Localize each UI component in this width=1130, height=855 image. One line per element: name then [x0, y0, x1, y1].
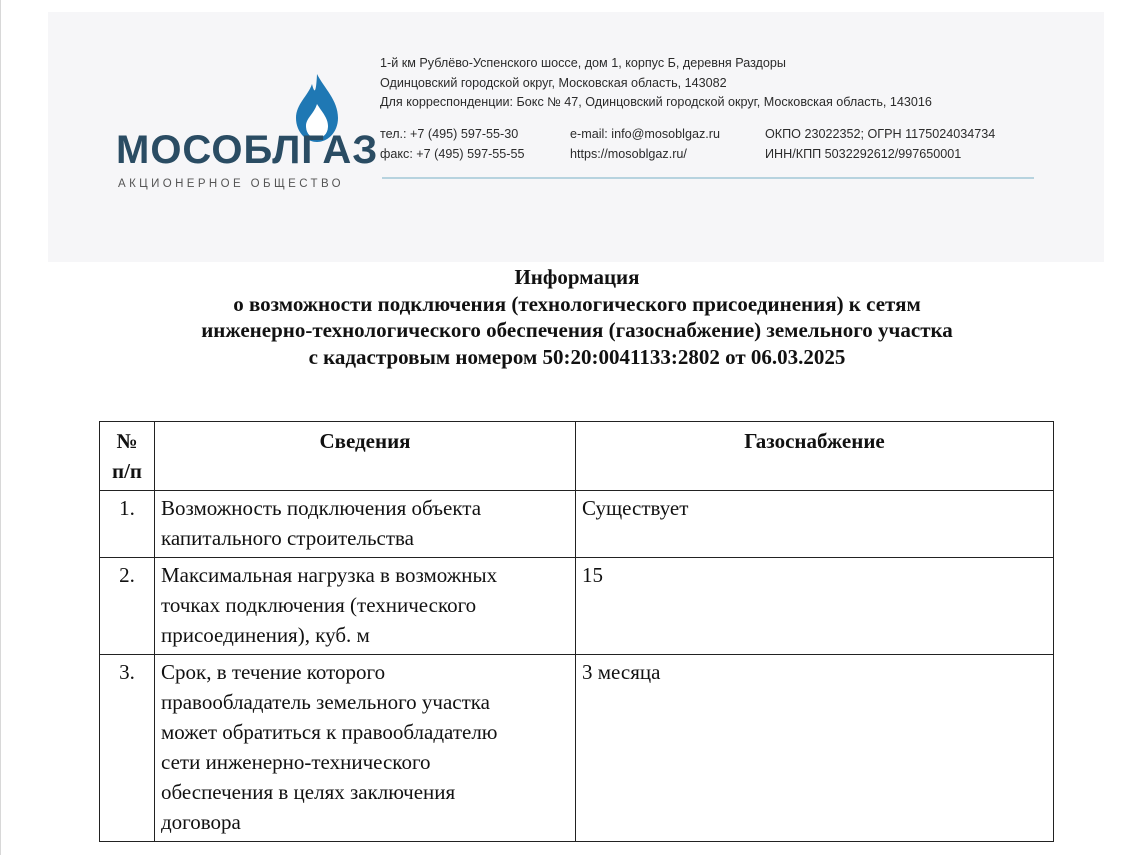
- email: e-mail: info@mosoblgaz.ru: [570, 127, 720, 141]
- company-address: [380, 54, 932, 113]
- row-value: 15: [576, 558, 1054, 655]
- letterhead: [48, 12, 1104, 262]
- email-web: [570, 124, 720, 164]
- row-info-line: Возможность подключения объекта: [161, 496, 482, 520]
- address-line: Одинцовский городской округ, Московская область, 143082: [380, 75, 727, 90]
- row-number: 3.: [100, 655, 155, 842]
- header-gas-supply: Газоснабжение: [576, 422, 1054, 491]
- row-number: 2.: [100, 558, 155, 655]
- table-row: [100, 655, 1054, 842]
- row-info-line: Срок, в течение которого: [161, 660, 386, 684]
- logo-subtitle: АКЦИОНЕРНОЕ ОБЩЕСТВО: [118, 178, 344, 190]
- title-line: с кадастровым номером 50:20:0041133:2802 от 06.03.2025: [308, 344, 846, 369]
- address-line: 1-й км Рублёво-Успенского шоссе, дом 1, корпус Б, деревня Раздоры: [380, 56, 786, 70]
- row-info: [155, 491, 576, 558]
- table-header-row: [100, 422, 1054, 491]
- table-row: [100, 558, 1054, 655]
- phone-fax: [380, 124, 524, 164]
- header-info: Сведения: [155, 422, 576, 491]
- company-contacts: [380, 54, 996, 161]
- inn-kpp: ИНН/КПП 5032292612/997650001: [765, 147, 962, 161]
- row-info-line: правообладатель земельного участка: [161, 690, 491, 714]
- title-line: Информация: [514, 265, 640, 289]
- phone: тел.: +7 (495) 597-55-30: [380, 127, 519, 141]
- row-info-line: может обратиться к правообладателю: [161, 720, 498, 744]
- title-line: инженерно-технологического обеспечения (газоснабжение) земельного участка: [201, 318, 953, 342]
- header-number-line: №: [116, 429, 138, 453]
- header-number: [100, 422, 155, 491]
- row-info-line: присоединения), куб. м: [161, 623, 370, 647]
- row-info-line: капитального строительства: [161, 526, 414, 550]
- address-line: Для корреспонденции: Бокс № 47, Одинцовский городской округ, Московская область, 143016: [380, 95, 932, 109]
- logo-wordmark: МОСОБЛГАЗ: [116, 128, 379, 172]
- company-logo: [116, 74, 379, 194]
- row-info-line: точках подключения (технического: [161, 593, 477, 617]
- row-info: [155, 558, 576, 655]
- website: https://mosoblgaz.ru/: [570, 147, 687, 161]
- row-value: Существует: [576, 491, 1054, 558]
- registration-codes: [765, 124, 995, 164]
- document-title: [100, 264, 1054, 370]
- table-row: [100, 491, 1054, 558]
- letterhead-divider: [382, 177, 1034, 179]
- fax: факс: +7 (495) 597-55-55: [380, 147, 525, 161]
- row-info-line: сети инженерно-технического: [161, 750, 431, 774]
- row-info-line: Максимальная нагрузка в возможных: [161, 563, 498, 587]
- okpo-ogrn: ОКПО 23022352; ОГРН 1175024034734: [765, 127, 996, 141]
- row-number: 1.: [100, 491, 155, 558]
- row-info: [155, 655, 576, 842]
- row-info-line: договора: [161, 810, 241, 834]
- header-number-line: п/п: [111, 459, 143, 483]
- title-line: о возможности подключения (технологического присоединения) к сетям: [233, 291, 921, 316]
- row-value: 3 месяца: [576, 655, 1054, 842]
- row-info-line: обеспечения в целях заключения: [161, 780, 456, 804]
- page-edge: [0, 0, 1, 855]
- info-table: [99, 421, 1054, 842]
